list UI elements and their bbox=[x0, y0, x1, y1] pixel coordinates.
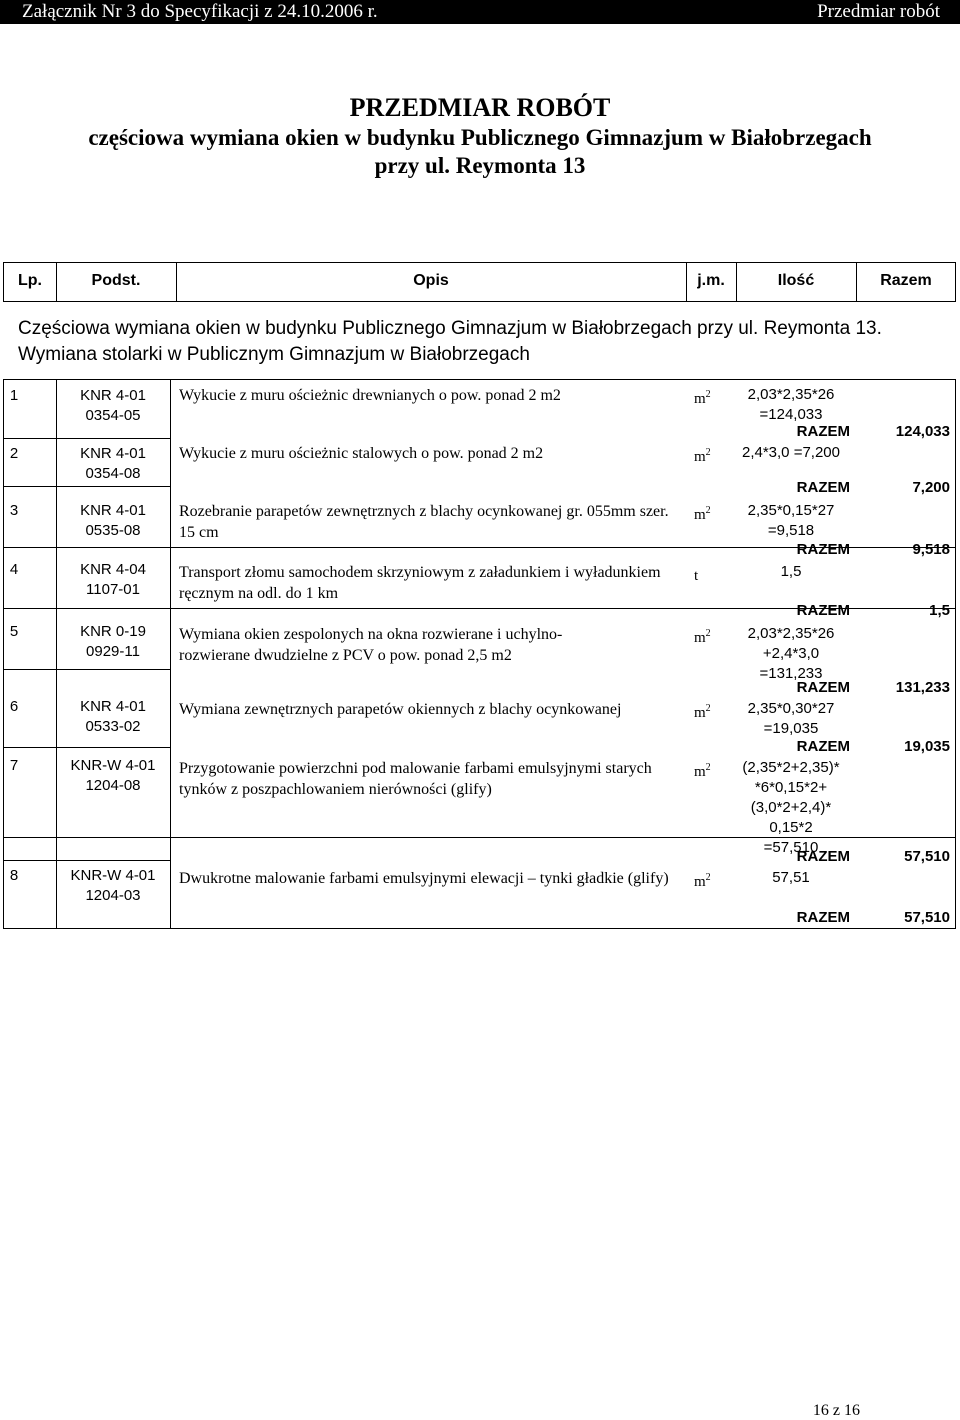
code-line: 0354-08 bbox=[85, 465, 141, 482]
document-title: PRZEDMIAR ROBÓT bbox=[349, 93, 611, 122]
col-header-ilosc: Ilość bbox=[777, 272, 815, 289]
total-value: 1,5 bbox=[929, 602, 950, 619]
unit-text: m bbox=[694, 630, 706, 646]
row-quantity bbox=[716, 868, 866, 888]
qty-line: +2,4*3,0 bbox=[762, 645, 820, 662]
row-code bbox=[58, 386, 168, 426]
qty-line: 1,5 bbox=[780, 563, 802, 580]
row-total bbox=[710, 847, 950, 867]
header-attachment-label: Załącznik Nr 3 do Specyfikacji z 24.10.2006 r. bbox=[22, 1, 378, 22]
qty-line: 2,03*2,35*26 bbox=[747, 386, 835, 403]
row-quantity bbox=[716, 699, 866, 739]
section-title: Częściowa wymiana okien w budynku Publicznego Gimnazjum w Białobrzegach przy ul. Reymonta 13. bbox=[18, 318, 882, 339]
unit-text: m bbox=[694, 874, 706, 890]
row-description: Dwukrotne malowanie farbami emulsyjnymi elewacji – tynki gładkie (glify) bbox=[179, 870, 669, 887]
column-divider bbox=[170, 380, 171, 928]
unit-text: m bbox=[694, 507, 706, 523]
row-description: Transport złomu samochodem skrzyniowym z załadunkiem i wyładunkiem ręcznym na odl. do 1 km bbox=[179, 564, 661, 602]
row-code bbox=[58, 756, 168, 796]
row-code bbox=[58, 501, 168, 541]
row-code bbox=[58, 622, 168, 662]
row-code bbox=[58, 560, 168, 600]
row-description: Rozebranie parapetów zewnętrznych z blachy ocynkowanej gr. 055mm szer. 15 cm bbox=[179, 503, 669, 541]
row-quantity bbox=[716, 624, 866, 684]
total-label: RAZEM bbox=[796, 909, 850, 926]
unit-text: m bbox=[694, 705, 706, 721]
code-line: KNR 4-01 bbox=[80, 387, 146, 404]
qty-line: =131,233 bbox=[759, 665, 823, 682]
code-line: 1204-03 bbox=[85, 887, 141, 904]
row-total bbox=[710, 737, 950, 757]
total-label: RAZEM bbox=[796, 738, 850, 755]
header-doc-type: Przedmiar robót bbox=[817, 1, 940, 22]
row-divider bbox=[4, 438, 170, 439]
row-code bbox=[58, 697, 168, 737]
row-total bbox=[710, 908, 950, 928]
row-total bbox=[710, 601, 950, 621]
code-line: KNR 4-01 bbox=[80, 502, 146, 519]
total-value: 19,035 bbox=[904, 738, 950, 755]
row-total bbox=[710, 540, 950, 560]
row-lp: 6 bbox=[9, 698, 19, 715]
unit-exponent: 2 bbox=[705, 872, 711, 883]
estimate-table bbox=[3, 379, 956, 929]
total-label: RAZEM bbox=[796, 848, 850, 865]
unit-text: t bbox=[694, 568, 699, 584]
qty-line: 2,4*3,0 =7,200 bbox=[741, 444, 840, 461]
row-lp: 5 bbox=[9, 623, 19, 640]
row-lp: 7 bbox=[9, 757, 19, 774]
row-description: Wymiana okien zespolonych na okna rozwierane i uchylno-rozwierane dwudzielne z PCV o pow. ponad 2,5 m2 bbox=[179, 626, 563, 664]
code-line: KNR-W 4-01 bbox=[70, 867, 156, 884]
unit-text: m bbox=[694, 449, 706, 465]
unit-exponent: 2 bbox=[705, 703, 711, 714]
code-line: 1204-08 bbox=[85, 777, 141, 794]
row-quantity bbox=[716, 385, 866, 425]
row-quantity bbox=[716, 443, 866, 463]
total-value: 9,518 bbox=[912, 541, 950, 558]
code-line: KNR 0-19 bbox=[80, 623, 146, 640]
row-divider bbox=[4, 669, 170, 670]
total-value: 57,510 bbox=[904, 909, 950, 926]
unit-exponent: 2 bbox=[705, 762, 711, 773]
row-lp: 2 bbox=[9, 445, 19, 462]
document-address: przy ul. Reymonta 13 bbox=[374, 153, 586, 178]
code-line: KNR 4-01 bbox=[80, 698, 146, 715]
row-divider bbox=[4, 486, 170, 487]
row-description: Przygotowanie powierzchni pod malowanie farbami emulsyjnymi starych tynków z poszpachlowaniem nierówności (glify) bbox=[179, 760, 652, 798]
row-lp: 1 bbox=[9, 387, 19, 404]
row-code bbox=[58, 866, 168, 906]
total-label: RAZEM bbox=[796, 479, 850, 496]
row-lp: 8 bbox=[9, 867, 19, 884]
code-line: 0535-08 bbox=[85, 522, 141, 539]
row-code bbox=[58, 444, 168, 484]
table-header bbox=[3, 262, 956, 302]
code-line: 0354-05 bbox=[85, 407, 141, 424]
code-line: 0929-11 bbox=[86, 643, 140, 660]
row-total bbox=[710, 422, 950, 442]
row-quantity bbox=[716, 758, 866, 858]
total-value: 124,033 bbox=[895, 423, 950, 440]
total-value: 7,200 bbox=[912, 479, 950, 496]
unit-exponent: 2 bbox=[705, 505, 711, 516]
total-value: 57,510 bbox=[904, 848, 950, 865]
total-label: RAZEM bbox=[796, 679, 850, 696]
row-description: Wymiana zewnętrznych parapetów okiennych z blachy ocynkowanej bbox=[179, 701, 622, 718]
qty-line: 2,03*2,35*26 bbox=[747, 625, 835, 642]
unit-exponent: 2 bbox=[705, 389, 711, 400]
total-label: RAZEM bbox=[796, 602, 850, 619]
qty-line: =19,035 bbox=[763, 720, 819, 737]
total-label: RAZEM bbox=[796, 541, 850, 558]
unit-text: m bbox=[694, 764, 706, 780]
qty-line: 57,51 bbox=[772, 869, 810, 886]
total-label: RAZEM bbox=[796, 423, 850, 440]
column-divider bbox=[56, 380, 57, 928]
row-quantity bbox=[716, 501, 866, 541]
qty-line: =57,510 bbox=[763, 839, 819, 856]
row-total bbox=[710, 478, 950, 498]
row-divider bbox=[4, 860, 170, 861]
qty-line: *6*0,15*2+ bbox=[754, 779, 828, 796]
qty-line: =124,033 bbox=[759, 406, 823, 423]
row-divider bbox=[4, 747, 170, 748]
col-header-opis: Opis bbox=[413, 272, 449, 289]
col-header-razem: Razem bbox=[880, 272, 932, 289]
row-quantity bbox=[716, 562, 866, 582]
unit-exponent: 2 bbox=[705, 447, 711, 458]
document-subtitle: częściowa wymiana okien w budynku Publicznego Gimnazjum w Białobrzegach bbox=[88, 125, 872, 150]
col-header-lp: Lp. bbox=[18, 272, 42, 289]
row-description: Wykucie z muru ościeżnic drewnianych o pow. ponad 2 m2 bbox=[179, 387, 561, 404]
qty-line: (3,0*2+2,4)* bbox=[750, 799, 832, 816]
unit-text: m bbox=[694, 391, 706, 407]
page-number: 16 z 16 bbox=[812, 1402, 860, 1419]
row-lp: 3 bbox=[9, 502, 19, 519]
code-line: KNR 4-04 bbox=[80, 561, 146, 578]
code-line: 1107-01 bbox=[86, 581, 140, 598]
row-lp: 4 bbox=[9, 561, 19, 578]
unit-exponent: 2 bbox=[705, 628, 711, 639]
col-header-jm: j.m. bbox=[697, 272, 725, 289]
row-description: Wykucie z muru ościeżnic stalowych o pow. ponad 2 m2 bbox=[179, 445, 544, 462]
code-line: KNR 4-01 bbox=[80, 445, 146, 462]
total-value: 131,233 bbox=[895, 679, 950, 696]
code-line: KNR-W 4-01 bbox=[70, 757, 156, 774]
row-total bbox=[710, 678, 950, 698]
qty-line: 2,35*0,30*27 bbox=[747, 700, 835, 717]
page-header bbox=[0, 0, 960, 24]
qty-line: =9,518 bbox=[767, 522, 815, 539]
qty-line: 0,15*2 bbox=[769, 819, 813, 836]
qty-line: 2,35*0,15*27 bbox=[747, 502, 835, 519]
section-subtitle: Wymiana stolarki w Publicznym Gimnazjum w Białobrzegach bbox=[18, 344, 530, 365]
qty-line: (2,35*2+2,35)* bbox=[742, 759, 840, 776]
code-line: 0533-02 bbox=[85, 718, 141, 735]
col-header-podst: Podst. bbox=[91, 272, 141, 289]
